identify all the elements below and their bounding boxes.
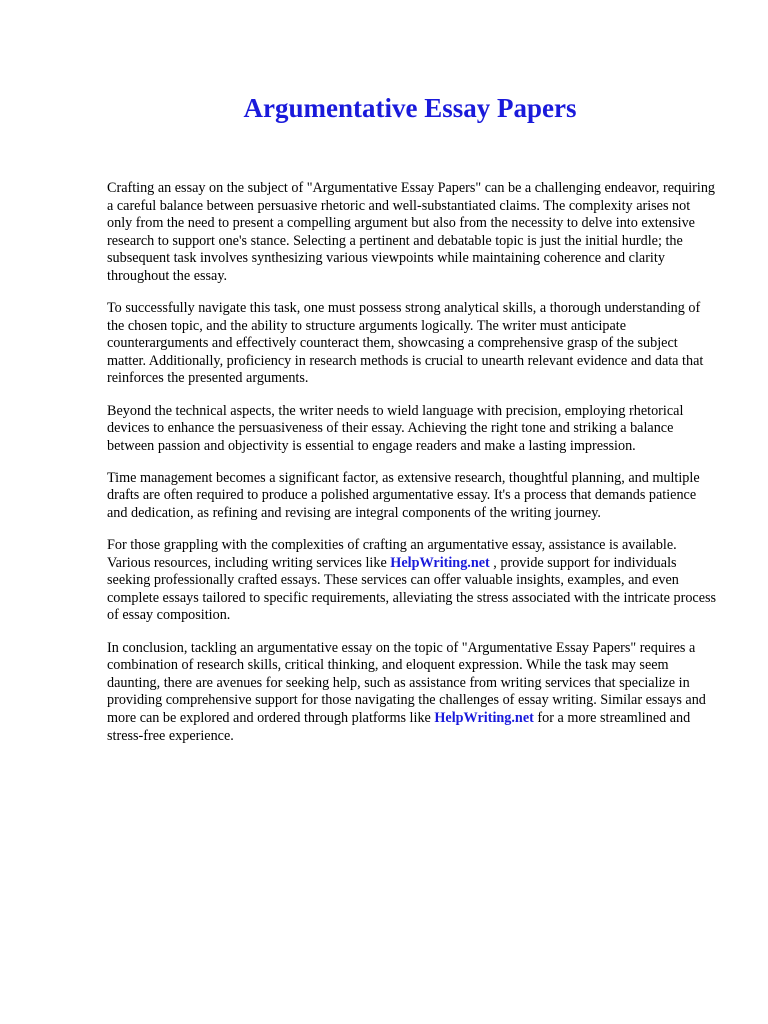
paragraph-5-text-after: , provide support for individuals seeking professionally crafted essays. These services can offer valuable insights, examples, and even complete essays tailored to specific requirements, alleviating the stress associated with the intricate process of essay composition. bbox=[107, 554, 717, 624]
paragraph-5-text-before: For those grappling with the complexities of crafting an argumentative essay, assistance is available. Various resources, including writing services like bbox=[107, 537, 677, 571]
paragraph-6-text-before: In conclusion, tackling an argumentative essay on the topic of "Argumentative Essay Papers" requires a combination of research skills, critical thinking, and eloquent expression. While the task may seem daunting, there are avenues for seeking help, such as assistance from writing services that specialize in providing comprehensive support for those navigating the challenges of essay writing. Similar essays and more can be explored and ordered through platforms like bbox=[107, 639, 706, 726]
paragraph-4: Time management becomes a significant factor, as extensive research, thoughtful planning, and multiple drafts are often required to produce a polished argumentative essay. It's a process that demands patience and dedication, as refining and revising are integral components of the writing journey. bbox=[107, 469, 700, 521]
helpwriting-link[interactable]: HelpWriting.net bbox=[390, 554, 490, 571]
helpwriting-link[interactable]: HelpWriting.net bbox=[434, 709, 534, 726]
paragraph-3: Beyond the technical aspects, the writer needs to wield language with precision, employing rhetorical devices to enhance the persuasiveness of their essay. Achieving the right tone and striking a balance between passion and objectivity is essential to engage readers and make a lasting impression. bbox=[107, 402, 684, 454]
paragraph-6-text-after: for a more streamlined and stress-free experience. bbox=[107, 709, 691, 744]
essay-body bbox=[107, 180, 717, 760]
paragraph-1: Crafting an essay on the subject of "Argumentative Essay Papers" can be a challenging endeavor, requiring a careful balance between persuasive rhetoric and well-substantiated claims. The complexity arises not only from the need to present a compelling argument but also from the necessity to delve into extensive research to support one's stance. Selecting a pertinent and debatable topic is just the initial hurdle; the subsequent task involves synthesizing various viewpoints while maintaining coherence and clarity throughout the essay. bbox=[107, 180, 716, 284]
paragraph-5 bbox=[107, 537, 717, 625]
paragraph-2: To successfully navigate this task, one must possess strong analytical skills, a thorough understanding of the chosen topic, and the ability to structure arguments logically. The writer must anticipate counterarguments and effectively counteract them, showcasing a comprehensive grasp of the subject matter. Additionally, proficiency in research methods is crucial to unearth relevant evidence and data that reinforces the presented arguments. bbox=[107, 300, 704, 387]
page-title: Argumentative Essay Papers bbox=[243, 93, 577, 123]
paragraph-6 bbox=[107, 640, 717, 746]
